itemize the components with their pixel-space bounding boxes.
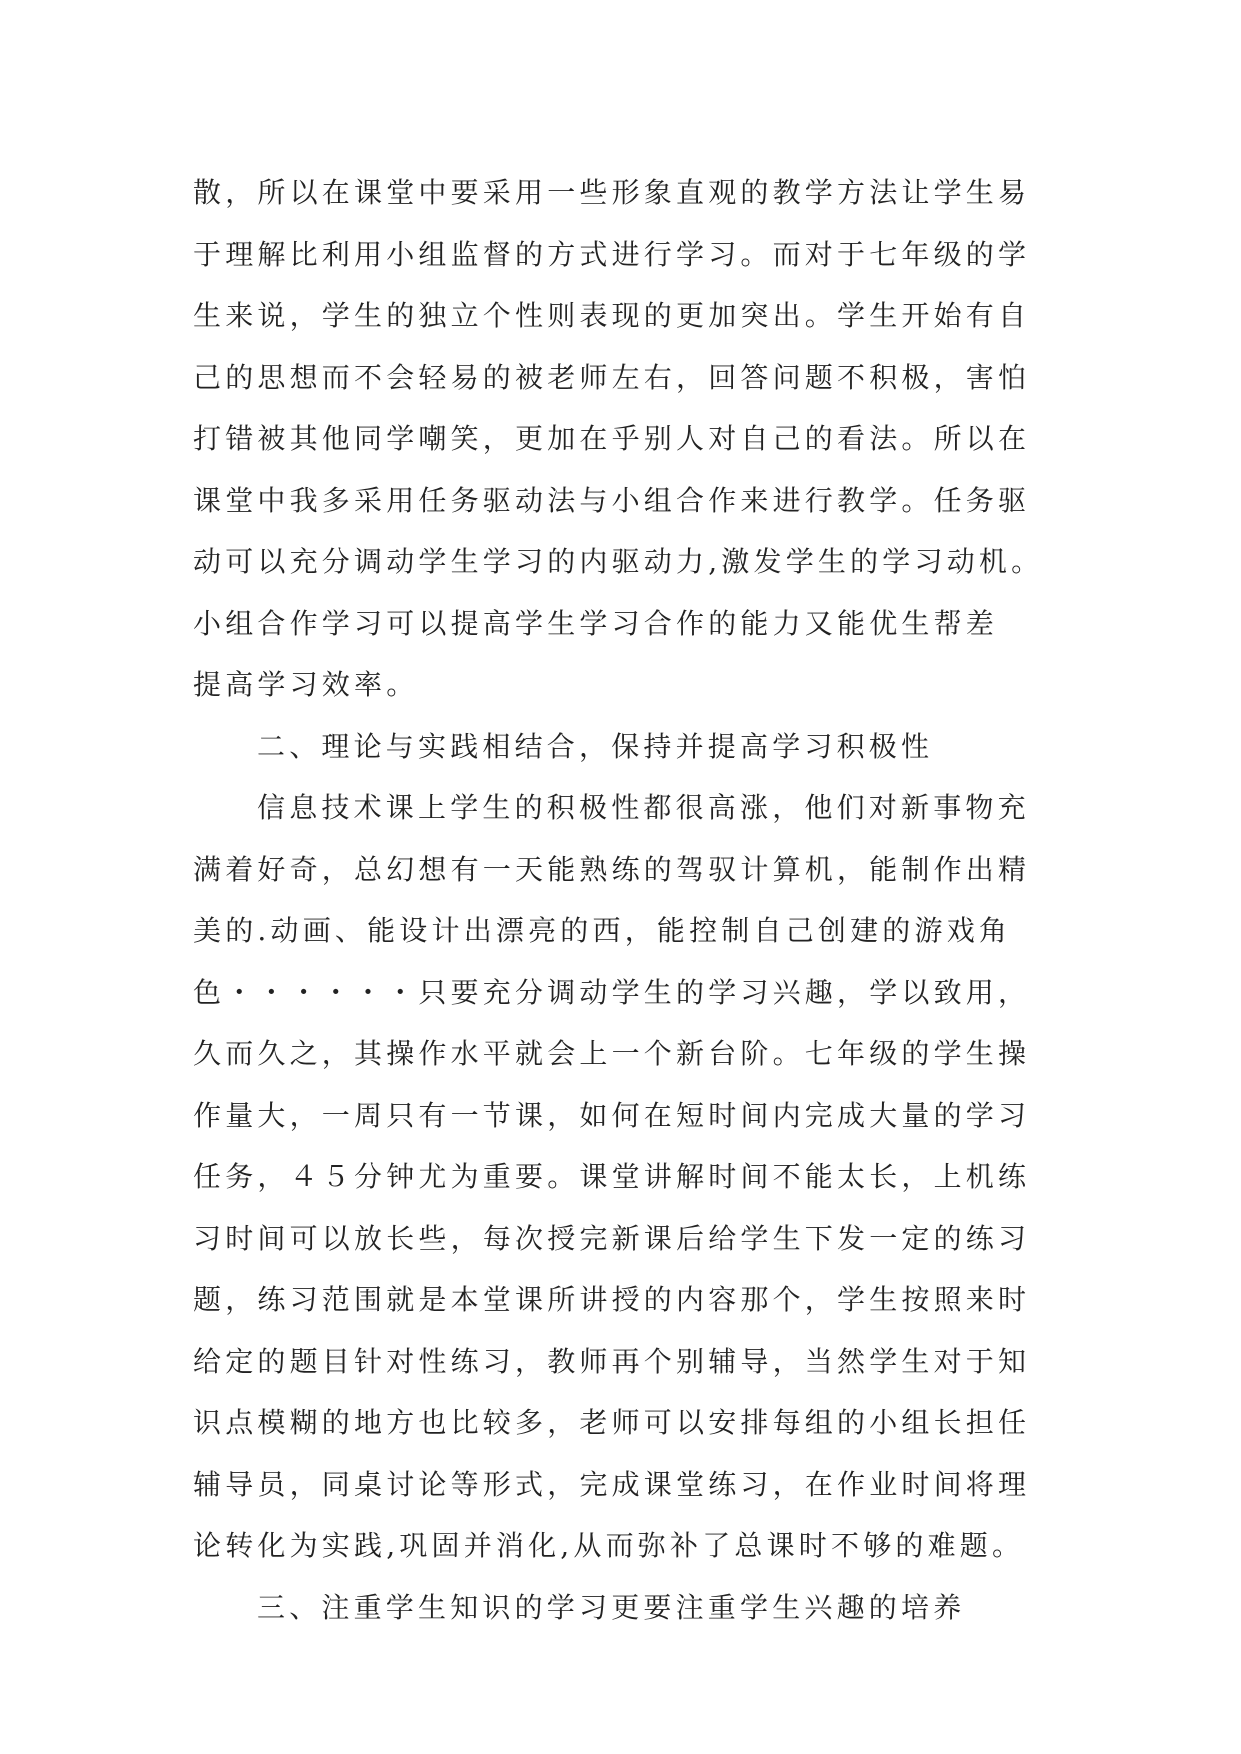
text-line: 习时间可以放长些，每次授完新课后给学生下发一定的练习 <box>193 1221 1031 1255</box>
paragraph-first-line: 信息技术课上学生的积极性都很高涨，他们对新事物充 <box>257 791 1030 824</box>
text-line: 于理解比利用小组监督的方式进行学习。而对于七年级的学 <box>193 237 1031 271</box>
text-line: 满着好奇，总幻想有一天能熟练的驾驭计算机，能制作出精 <box>193 852 1031 886</box>
text-line: 作量大，一周只有一节课，如何在短时间内完成大量的学习 <box>193 1098 1031 1132</box>
text-line: 己的思想而不会轻易的被老师左右，回答问题不积极，害怕 <box>193 360 1031 394</box>
text-line: 生来说，学生的独立个性则表现的更加突出。学生开始有自 <box>193 299 1031 332</box>
text-line: 识点模糊的地方也比较多，老师可以安排每组的小组长担任 <box>193 1406 1031 1439</box>
body-text <box>193 162 1053 1638</box>
text-line: 美的.动画、能设计出漂亮的西，能控制自己创建的游戏角 <box>193 914 1012 947</box>
text-line: 色・・・・・・只要充分调动学生的学习兴趣，学以致用， <box>193 975 1031 1009</box>
text-line: 打错被其他同学嘲笑，更加在乎别人对自己的看法。所以在 <box>193 422 1031 455</box>
section-heading: 三、注重学生知识的学习更要注重学生兴趣的培养 <box>257 1590 966 1624</box>
text-line: 小组合作学习可以提高学生学习合作的能力又能优生帮差 <box>193 606 999 640</box>
text-line: 课堂中我多采用任务驱动法与小组合作来进行教学。任务驱 <box>193 483 1031 517</box>
text-line: 论转化为实践,巩固并消化,从而弥补了总课时不够的难题。 <box>193 1529 1025 1562</box>
text-line: 散，所以在课堂中要采用一些形象直观的教学方法让学生易 <box>193 176 1031 209</box>
section-heading: 二、理论与实践相结合，保持并提高学习积极性 <box>257 729 934 763</box>
text-line: 提高学习效率。 <box>193 668 419 701</box>
text-line: 给定的题目针对性练习，教师再个别辅导，当然学生对于知 <box>193 1344 1031 1378</box>
text-line: 动可以充分调动学生学习的内驱动力,激发学生的学习动机。 <box>193 545 1044 578</box>
text-line: 辅导员，同桌讨论等形式，完成课堂练习，在作业时间将理 <box>193 1467 1031 1501</box>
text-line: 任务，４５分钟尤为重要。课堂讲解时间不能太长，上机练 <box>193 1160 1031 1193</box>
text-line: 久而久之，其操作水平就会上一个新台阶。七年级的学生操 <box>193 1037 1031 1070</box>
text-line: 题，练习范围就是本堂课所讲授的内容那个，学生按照来时 <box>193 1283 1031 1316</box>
